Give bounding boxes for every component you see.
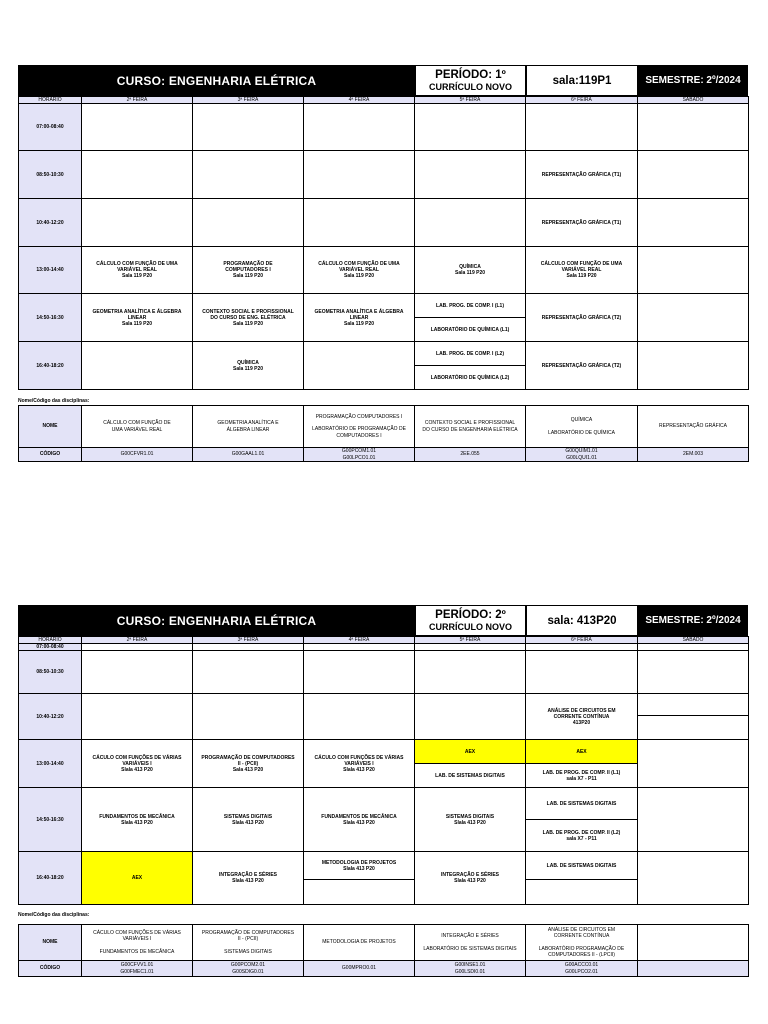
- subject-code: G00MPRO0.01: [304, 961, 415, 977]
- class-cell-highlight: AEX: [82, 852, 193, 905]
- subject-name: METODOLOGIA DE PROJETOS: [304, 925, 415, 961]
- table-row: [19, 247, 749, 294]
- time-slot: 07:00-08:40: [19, 644, 82, 651]
- timetable: [18, 96, 749, 390]
- table-row: [19, 151, 749, 199]
- table-row: [19, 294, 749, 318]
- subject-code: G00PCOM2.01 G00SDIG0.01: [193, 961, 304, 977]
- table-row: [19, 199, 749, 247]
- subject-code: 2EE.055: [415, 448, 526, 462]
- class-cell: PROGRAMAÇÃO DE COMPUTADORES I Sala 119 P20: [193, 247, 304, 294]
- period-box: [415, 65, 526, 96]
- time-slot: 08:50-10:30: [19, 651, 82, 694]
- class-cell: LAB. PROG. DE COMP. I (L1): [415, 294, 526, 318]
- class-cell: QUÍMICA Sala 119 P20: [415, 247, 526, 294]
- subjects-table: [18, 924, 749, 977]
- subjects-label: Nome/Código das disciplinas:: [18, 912, 90, 918]
- class-cell: QUÍMICA Sala 119 P20: [193, 342, 304, 390]
- table-row: [19, 961, 749, 977]
- class-cell: INTEGRAÇÃO E SÉRIES Slala 413 P20: [193, 852, 304, 905]
- period-label: PERÍODO: 2º: [435, 608, 506, 621]
- time-slot: 08:50-10:30: [19, 151, 82, 199]
- class-cell: GEOMETRIA ANALÍTICA E ÁLGEBRA LINEAR Sala 119 P20: [82, 294, 193, 342]
- class-cell: PROGRAMAÇÃO DE COMPUTADORES II - (PCII) Sala 413 P20: [193, 740, 304, 788]
- day-header-row: [19, 637, 749, 644]
- day-header: SÁBADO: [638, 97, 749, 104]
- class-cell: REPRESENTAÇÃO GRÁFICA (T2): [526, 294, 638, 342]
- table-row: [19, 788, 749, 820]
- class-cell: CÁLCULO COM FUNÇÃO DE UMA VARIÁVEL REAL Sala 119 P20: [526, 247, 638, 294]
- day-header: 6ª FEIRA: [526, 97, 638, 104]
- period-box: [415, 605, 526, 636]
- subject-code: G00GAAL1.01: [193, 448, 304, 462]
- table-row: [19, 925, 749, 961]
- time-slot: 10:40-12:20: [19, 199, 82, 247]
- class-cell: SISTEMAS DIGITAIS Slala 413 P20: [415, 788, 526, 852]
- subject-name: CÁCULO COM FUNÇÕES DE VÁRIAS VARIÁVEIS I FUNDAMENTOS DE MECÂNICA: [82, 925, 193, 961]
- curriculum-label: CURRÍCULO NOVO: [429, 621, 512, 632]
- day-header: 5ª FEIRA: [415, 97, 526, 104]
- class-cell-highlight: AEX: [415, 740, 526, 764]
- class-cell: METODOLOGIA DE PROJETOS Slala 413 P20: [304, 852, 415, 880]
- curriculum-label: CURRÍCULO NOVO: [429, 81, 512, 92]
- class-cell: REPRESENTAÇÃO GRÁFICA (T1): [526, 151, 638, 199]
- room-label: sala: 413P20: [526, 605, 638, 636]
- subjects-table: [18, 405, 749, 462]
- period-label: PERÍODO: 1º: [435, 68, 506, 81]
- semester-label: SEMESTRE: 2º/2024: [638, 605, 748, 636]
- subject-code: G00CFVR1.01: [82, 448, 193, 462]
- room-label: sala:119P1: [526, 65, 638, 96]
- table-row: [19, 104, 749, 151]
- day-header: 2ª FEIRA: [82, 97, 193, 104]
- table-row: [19, 852, 749, 880]
- timetable: [18, 636, 749, 905]
- class-cell: LAB. PROG. DE COMP. I (L2): [415, 342, 526, 366]
- day-header: 3ª FEIRA: [193, 97, 304, 104]
- class-cell: LAB. DE SISTEMAS DIGITAIS: [526, 788, 638, 820]
- subjects-label: Nome/Código das disciplinas:: [18, 398, 90, 404]
- table-row: [19, 448, 749, 462]
- class-cell: REPRESENTAÇÃO GRÁFICA (T1): [526, 199, 638, 247]
- time-slot: 16:40-18:20: [19, 852, 82, 905]
- table-row: [19, 694, 749, 716]
- subject-name: INTEGRAÇÃO E SÉRIES LABORATÓRIO DE SISTEMAS DIGITAIS: [415, 925, 526, 961]
- class-cell: FUNDAMENTOS DE MECÂNICA Slala 413 P20: [82, 788, 193, 852]
- class-cell: CÁCULO COM FUNÇÕES DE VÁRIAS VARIÁVEIS I Slala 413 P20: [304, 740, 415, 788]
- subject-code: G00CFVV1.01 G00FMEC1.01: [82, 961, 193, 977]
- code-header: CÓDIGO: [19, 448, 82, 462]
- subject-code: G00INSE1.01 G00LSDI0.01: [415, 961, 526, 977]
- time-slot: 14:50-16:30: [19, 788, 82, 852]
- table-row: [19, 406, 749, 448]
- class-cell-highlight: AEX: [526, 740, 638, 764]
- time-slot: 14:50-16:30: [19, 294, 82, 342]
- class-cell: FUNDAMENTOS DE MECÂNICA Slala 413 P20: [304, 788, 415, 852]
- day-header: HORÁRIO: [19, 97, 82, 104]
- class-cell: ANÁLISE DE CIRCUITOS EM CORRENTE CONTÍNUA 413P20: [526, 694, 638, 740]
- subject-name: CONTEXTO SOCIAL E PROFISSIONAL DO CURSO DE ENGENHARIA ELÉTRICA: [415, 406, 526, 448]
- name-header: NOME: [19, 406, 82, 448]
- schedule-block-1: [18, 65, 748, 465]
- name-header: NOME: [19, 925, 82, 961]
- subject-name: ANÁLISE DE CIRCUITOS EM CORRENTE CONTÍNUA LABORATÓRIO PROGRAMAÇÃO DE COMPUTADORES II - (LPCII): [526, 925, 638, 961]
- class-cell: LABORATÓRIO DE QUÍMICA (L1): [415, 318, 526, 342]
- subject-code: G00PCOM1.01 G00LPCO1.01: [304, 448, 415, 462]
- class-cell: LABORATÓRIO DE QUÍMICA (L2): [415, 366, 526, 390]
- class-cell: SISTEMAS DIGITAIS Slala 413 P20: [193, 788, 304, 852]
- class-cell: REPRESENTAÇÃO GRÁFICA (T2): [526, 342, 638, 390]
- subject-code: G00QUIM1.01 G00LQUI1.01: [526, 448, 638, 462]
- day-header: 4ª FEIRA: [304, 637, 415, 644]
- day-header: 6ª FEIRA: [526, 637, 638, 644]
- day-header: 3ª FEIRA: [193, 637, 304, 644]
- class-cell: LAB. DE PROG. DE COMP. II (L2) sala X7 - P11: [526, 820, 638, 852]
- subject-name: PROGRAMAÇÃO COMPUTADORES I LABORATÓRIO DE PROGRAMAÇÃO DE COMPUTADORES I: [304, 406, 415, 448]
- time-slot: 16:40-18:20: [19, 342, 82, 390]
- code-header: CÓDIGO: [19, 961, 82, 977]
- course-title: CURSO: ENGENHARIA ELÉTRICA: [18, 605, 415, 636]
- semester-label: SEMESTRE: 2º/2024: [638, 65, 748, 96]
- day-header: SÁBADO: [638, 637, 749, 644]
- day-header: 2ª FEIRA: [82, 637, 193, 644]
- time-slot: 07:00-08:40: [19, 104, 82, 151]
- class-cell: LAB. DE PROG. DE COMP. II (L1) sala X7 - P11: [526, 764, 638, 788]
- class-cell: LAB. DE SISTEMAS DIGITAIS: [415, 764, 526, 788]
- subject-name: CÁLCULO COM FUNÇÃO DE UMA VARIÁVEL REAL: [82, 406, 193, 448]
- subject-name: PROGRAMAÇÃO DE COMPUTADORES II - (PCII) SISTEMAS DIGITAIS: [193, 925, 304, 961]
- class-cell: LAB. DE SISTEMAS DIGITAIS: [526, 852, 638, 880]
- table-row: [19, 740, 749, 764]
- schedule-block-2: [18, 605, 748, 985]
- course-title: CURSO: ENGENHARIA ELÉTRICA: [18, 65, 415, 96]
- subject-code: G00ACCC0.01 G00LPCO2.01: [526, 961, 638, 977]
- class-cell: CÁLCULO COM FUNÇÃO DE UMA VARIÁVEL REAL Sala 119 P20: [82, 247, 193, 294]
- subject-code: 2EM.003: [638, 448, 749, 462]
- time-slot: 10:40-12:20: [19, 694, 82, 740]
- class-cell: CÁLCULO COM FUNÇÃO DE UMA VARIÁVEL REAL Sala 119 P20: [304, 247, 415, 294]
- day-header-row: [19, 97, 749, 104]
- time-slot: 13:00-14:40: [19, 247, 82, 294]
- time-slot: 13:00-14:40: [19, 740, 82, 788]
- table-row: [19, 644, 749, 651]
- class-cell: INTEGRAÇÃO E SÉRIES Slala 413 P20: [415, 852, 526, 905]
- class-cell: CÁCULO COM FUNÇÕES DE VÁRIAS VARIÁVEIS I Slala 413 P20: [82, 740, 193, 788]
- class-cell: CONTEXTO SOCIAL E PROFISSIONAL DO CURSO DE ENG. ELÉTRICA Sala 119 P20: [193, 294, 304, 342]
- table-row: [19, 651, 749, 694]
- day-header: 4ª FEIRA: [304, 97, 415, 104]
- subject-name: GEOMETRIA ANALÍTICA E ÁLGEBRA LINEAR: [193, 406, 304, 448]
- table-row: [19, 342, 749, 366]
- class-cell: GEOMETRIA ANALÍTICA E ÁLGEBRA LINEAR Sala 119 P20: [304, 294, 415, 342]
- subject-name: QUÍMICA LABORATÓRIO DE QUÍMICA: [526, 406, 638, 448]
- subject-name: REPRESENTAÇÃO GRÁFICA: [638, 406, 749, 448]
- day-header: 5ª FEIRA: [415, 637, 526, 644]
- day-header: HORÁRIO: [19, 637, 82, 644]
